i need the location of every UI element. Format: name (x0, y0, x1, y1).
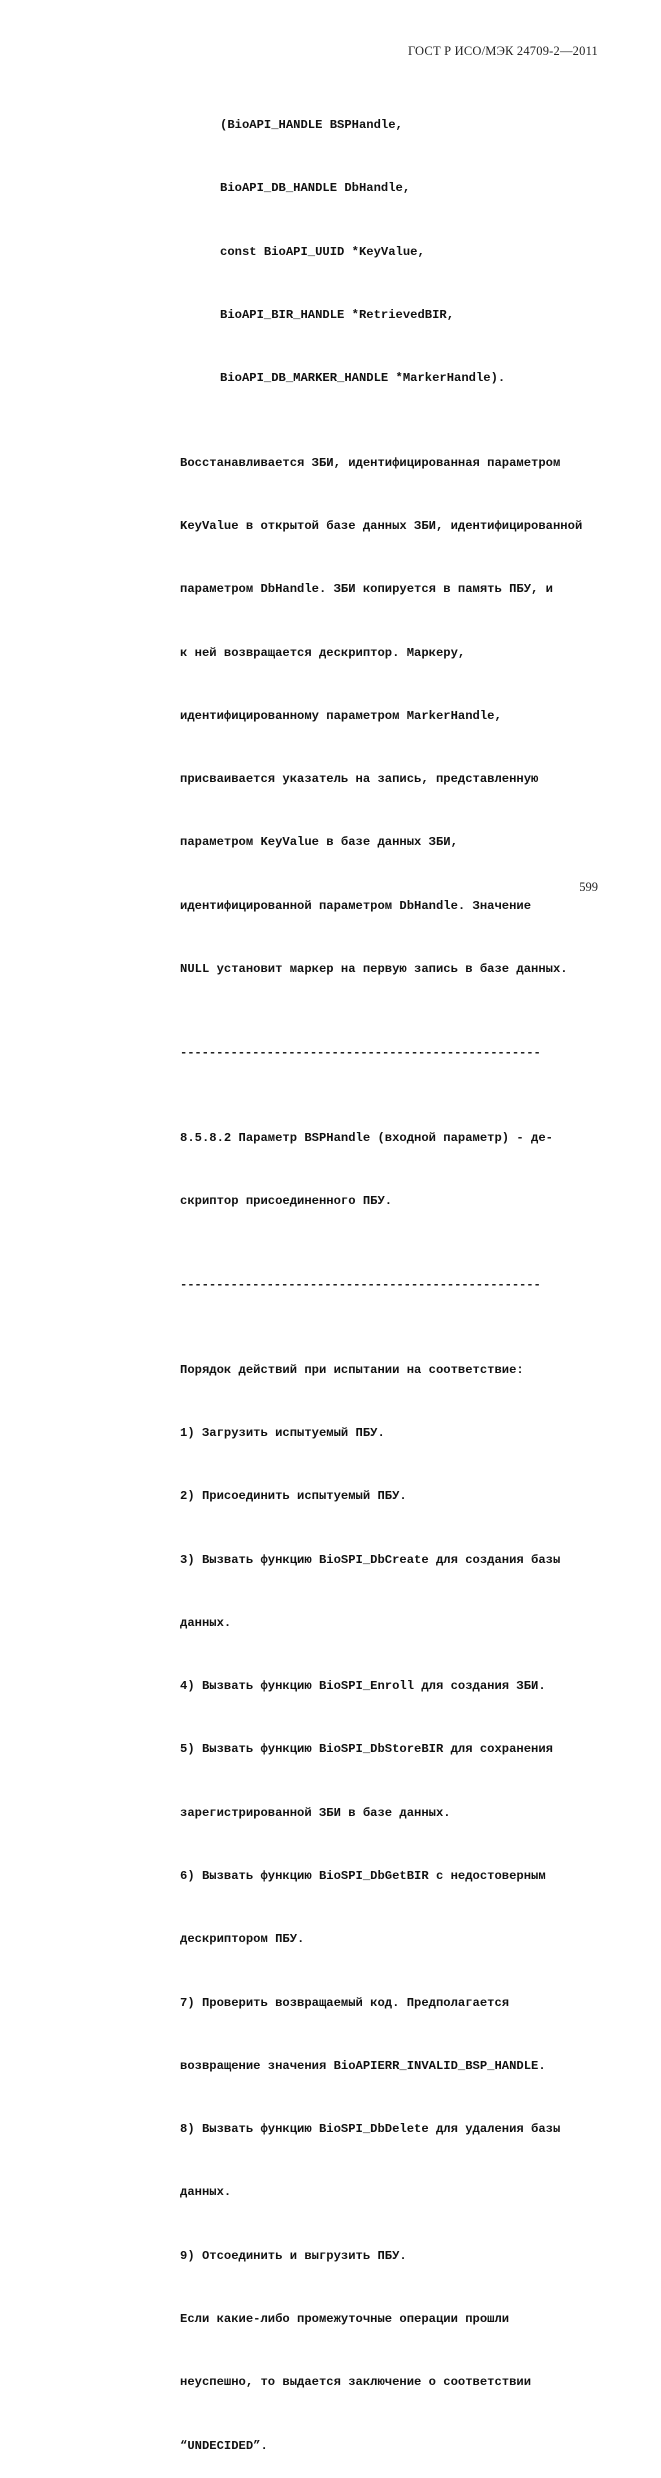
procedure-line: 5) Вызвать функцию BioSPI_DbStoreBIR для сохранения (180, 1742, 553, 1757)
procedure-line: 3) Вызвать функцию BioSPI_DbCreate для создания базы (180, 1552, 561, 1567)
procedure-line: зарегистрированной ЗБИ в базе данных. (180, 1805, 451, 1820)
description-line: параметром KeyValue в базе данных ЗБИ, (180, 835, 458, 850)
procedure-line: “UNDECIDED”. (180, 2438, 268, 2453)
code-line: const BioAPI_UUID *KeyValue, (220, 244, 425, 259)
procedure-line: Порядок действий при испытании на соответствие: (180, 1362, 524, 1377)
code-line: (BioAPI_HANDLE BSPHandle, (220, 118, 403, 133)
description-line: KeyValue в открытой базе данных ЗБИ, идентифицированной (180, 518, 583, 533)
procedure-line: данных. (180, 1615, 232, 1630)
separator-line: -------------------------------------------------- (180, 1046, 541, 1061)
procedure-line: возвращение значения BioAPIERR_INVALID_BSP_HANDLE. (180, 2058, 546, 2073)
description-line: Восстанавливается ЗБИ, идентифицированная параметром (180, 455, 561, 470)
code-line: BioAPI_BIR_HANDLE *RetrievedBIR, (220, 308, 455, 323)
procedure-line: 2) Присоединить испытуемый ПБУ. (180, 1489, 407, 1504)
parameter-line: 8.5.8.2 Параметр BSPHandle (входной параметр) - де- (180, 1130, 553, 1145)
procedure-line: 9) Отсоединить и выгрузить ПБУ. (180, 2248, 407, 2263)
procedure-line: Если какие-либо промежуточные операции прошли (180, 2311, 510, 2326)
code-line: BioAPI_DB_HANDLE DbHandle, (220, 181, 411, 196)
procedure-line: 8) Вызвать функцию BioSPI_DbDelete для удаления базы (180, 2122, 561, 2137)
description-line: параметром DbHandle. ЗБИ копируется в память ПБУ, и (180, 582, 553, 597)
code-line: BioAPI_DB_MARKER_HANDLE *MarkerHandle). (220, 371, 506, 386)
page-header: ГОСТ Р ИСО/МЭК 24709-2—2011 (407, 44, 598, 58)
procedure-line: 4) Вызвать функцию BioSPI_Enroll для создания ЗБИ. (180, 1679, 546, 1694)
procedure-line: 1) Загрузить испытуемый ПБУ. (180, 1426, 385, 1440)
procedure-line: 6) Вызвать функцию BioSPI_DbGetBIR с недостоверным (180, 1868, 546, 1883)
page-number: 599 (579, 880, 598, 894)
procedure-line: дескриптором ПБУ. (180, 1932, 305, 1947)
procedure-line: неуспешно, то выдается заключение о соответствии (180, 2375, 532, 2390)
parameter-line: скриптор присоединенного ПБУ. (180, 1193, 393, 1208)
procedure-line: данных. (180, 2185, 232, 2200)
description-line: идентифицированному параметром MarkerHandle, (180, 708, 502, 723)
description-line: идентифицированной параметром DbHandle. Значение (180, 898, 532, 913)
description-line: NULL установит маркер на первую запись в базе данных. (180, 961, 568, 976)
description-line: присваивается указатель на запись, представленную (180, 772, 539, 787)
procedure-line: 7) Проверить возвращаемый код. Предполагается (180, 1995, 510, 2010)
description-line: к ней возвращается дескриптор. Маркеру, (180, 645, 466, 660)
document-body (180, 73, 610, 2478)
separator-line: -------------------------------------------------- (180, 1278, 541, 1293)
